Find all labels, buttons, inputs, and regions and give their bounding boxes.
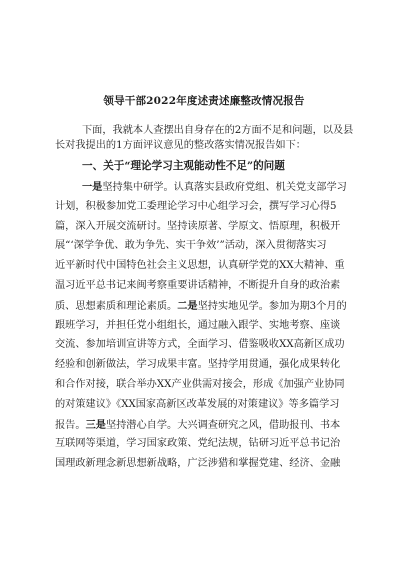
body-text-run: 温习近平总书记来闽考察重要讲话精神，不断提升自身的政治素 — [55, 280, 341, 291]
point-marker: 二是 — [177, 299, 198, 312]
intro-line: 下面，我就本人查摆出自身存在的2方面不足和问题，以及县 — [82, 125, 354, 136]
point-marker: 一是 — [82, 181, 103, 193]
body-text-run: 的对策建议》《XX国家高新区改革发展的对策建议》等多篇学习 — [55, 398, 340, 410]
body-text-run: 报告。 — [55, 419, 86, 431]
body-text-run: 经验和创新做法，学习成果丰富。坚持学用贯通，强化成果转化 — [55, 359, 341, 371]
document-title: 领导干部2022年度述责述廉整改情况报告 — [103, 95, 305, 107]
point-marker: 三是 — [85, 418, 106, 431]
body-text-run: 互联网等渠道，学习国家政策、党纪法规，钻研习近平总书记治 — [55, 438, 341, 450]
body-text-run: 展“‘深学争优、敢为争先、实干争效’”活动，深入贯彻落实习 — [55, 240, 327, 252]
intro-line: 长对我提出的1方面评议意见的整改落实情况报告如下： — [55, 140, 306, 151]
body-text-run: 近平新时代中国特色社会主义思想，认真研学党的XX大精神、重 — [55, 260, 345, 272]
body-line — [55, 259, 356, 273]
section-heading: 一、关于“理论学习主观能动性不足”的问题 — [82, 160, 285, 172]
body-text-run: 交流、参加培训宣讲等方式，全面学习、借鉴吸收XX高新区成功 — [55, 339, 345, 351]
body-line — [55, 319, 356, 333]
body-line — [55, 279, 356, 293]
body-line — [55, 437, 356, 451]
body-text-run: 篇，深入开展交流研讨。坚持读原著、学原文、悟原理，积极开 — [55, 220, 341, 232]
body-line — [55, 418, 356, 433]
body-text-run: 跟班学习，并担任党小组组长，通过融入跟学、实地考察、座谈 — [55, 319, 341, 331]
body-line — [55, 457, 356, 471]
body-text-run: 计划，积极参加党工委理论学习中心组学习会，撰写学习心得5 — [55, 200, 337, 212]
body-line — [55, 239, 356, 253]
body-line — [55, 378, 356, 392]
body-line — [82, 180, 356, 195]
body-text-run: 坚持潜心自学。大兴调查研究之风，借助报刊、书本 — [105, 419, 341, 431]
body-line — [55, 338, 356, 352]
body-text-run: 坚持集中研学。认真落实县政府党组、机关党支部学习 — [102, 182, 347, 193]
body-line — [55, 358, 356, 372]
body-text-run: 和合作对接，联合举办XX产业供需对接会，形成《加强产业协同 — [55, 379, 345, 390]
body-line — [55, 220, 356, 234]
body-line — [55, 200, 356, 214]
body-text-run: 国理政新理念新思想新战略，广泛涉猎和掌握党建、经济、金融 — [55, 458, 341, 470]
body-line — [55, 398, 356, 412]
body-text-run: 质、思想素质和理论素质。 — [55, 300, 178, 312]
body-line — [55, 299, 356, 314]
body-text-run: 坚持实地见学。参加为期3个月的 — [197, 300, 347, 312]
